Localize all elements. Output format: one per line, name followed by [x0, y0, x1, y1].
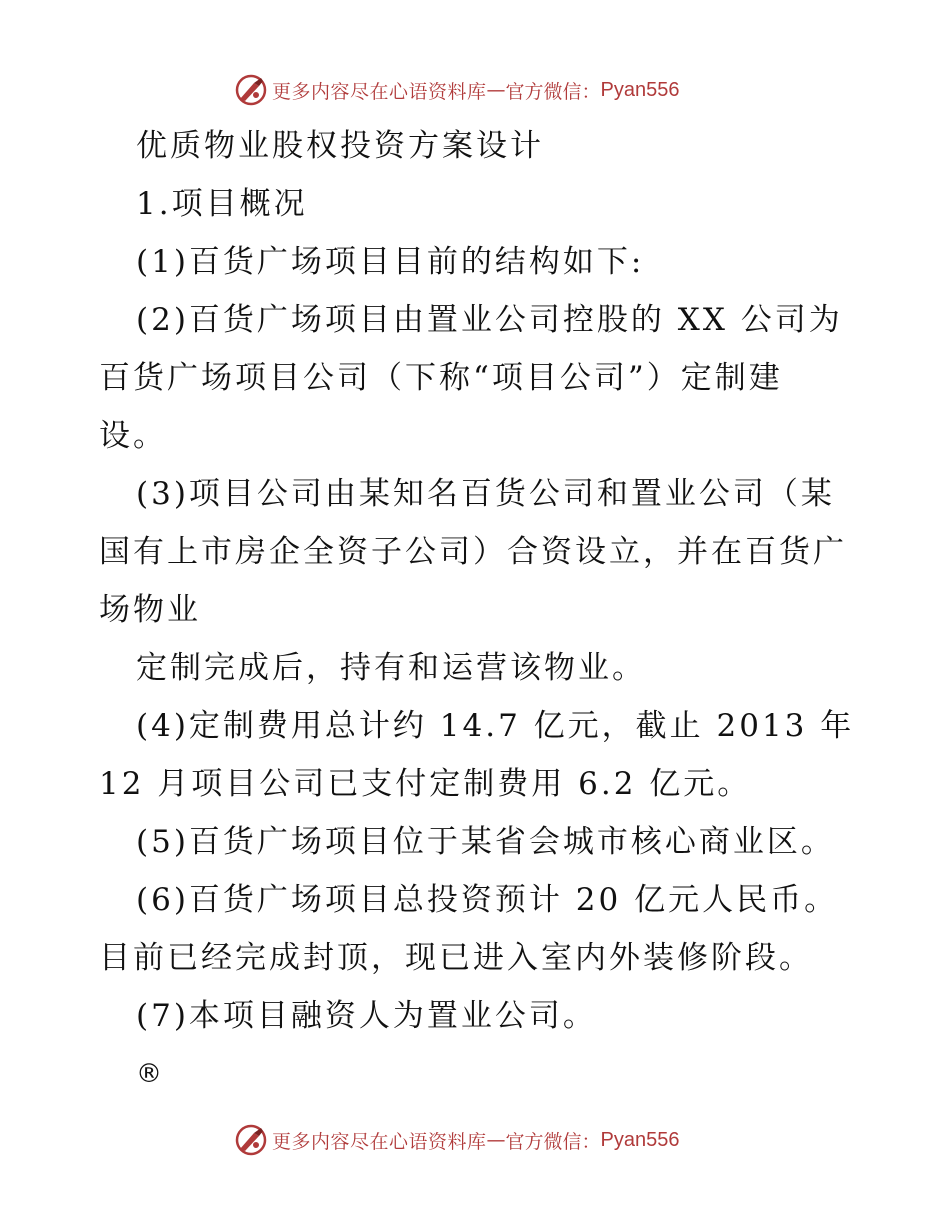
watermark-id: Pyan556 — [600, 78, 680, 101]
paragraph-7: (7)本项目融资人为置业公司。 — [136, 998, 597, 1034]
section-heading: 1.项目概况 — [136, 186, 308, 222]
paragraph-4-line-2: 12 月项目公司已支付定制费用 6.2 亿元。 — [99, 766, 752, 802]
pen-seal-logo-icon — [234, 1123, 268, 1157]
paragraph-1: (1)百货广场项目目前的结构如下: — [136, 244, 645, 280]
watermark-banner-bottom — [234, 1120, 680, 1160]
paragraph-2-line-3: 设。 — [99, 418, 167, 454]
paragraph-4-line-1: (4)定制费用总计约 14.7 亿元，截止 2013 年 — [136, 708, 855, 744]
document-body — [99, 117, 855, 1103]
watermark-banner-top — [234, 70, 680, 110]
registered-symbol: ® — [136, 1059, 165, 1089]
watermark-site-text: 更多内容尽在心语资料库 — [272, 80, 487, 103]
watermark-separator: — — [486, 79, 506, 101]
paragraph-3-line-4: 定制完成后，持有和运营该物业。 — [136, 650, 646, 686]
paragraph-3-line-2: 国有上市房企全资子公司）合资设立，并在百货广 — [99, 534, 847, 570]
paragraph-2-line-2: 百货广场项目公司（下称“项目公司”）定制建 — [99, 360, 783, 396]
watermark-label: 官方微信： — [505, 80, 601, 103]
pen-seal-logo-icon — [234, 73, 268, 107]
paragraph-3-line-3: 场物业 — [99, 592, 201, 628]
paragraph-6-line-2: 目前已经完成封顶，现已进入室内外装修阶段。 — [99, 940, 813, 976]
watermark-label: 官方微信： — [505, 1130, 601, 1153]
watermark-separator: — — [486, 1129, 506, 1151]
watermark-id: Pyan556 — [600, 1128, 680, 1151]
document-title: 优质物业股权投资方案设计 — [136, 128, 544, 164]
paragraph-6-line-1: (6)百货广场项目总投资预计 20 亿元人民币。 — [136, 882, 839, 918]
paragraph-3-line-1: (3)项目公司由某知名百货公司和置业公司（某 — [136, 476, 835, 512]
paragraph-2-line-1: (2)百货广场项目由置业公司控股的 XX 公司为 — [136, 302, 843, 338]
paragraph-5: (5)百货广场项目位于某省会城市核心商业区。 — [136, 824, 835, 860]
watermark-site-text: 更多内容尽在心语资料库 — [272, 1130, 487, 1153]
